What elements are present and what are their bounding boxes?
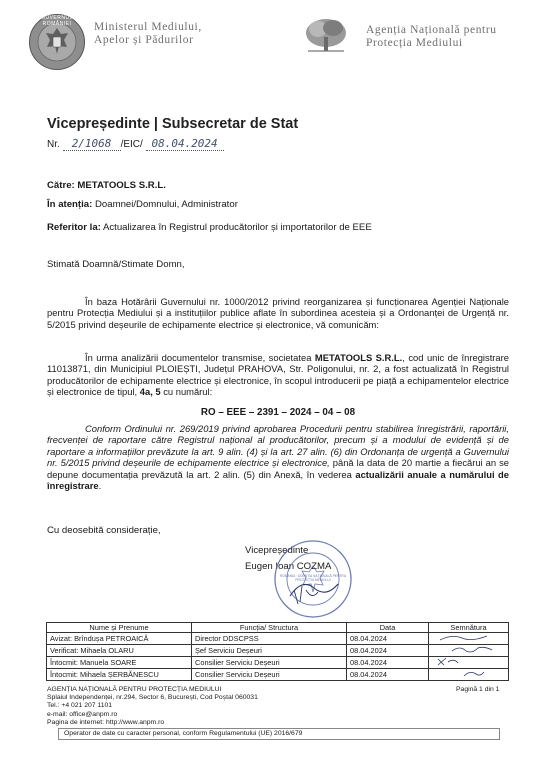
gdpr-notice: Operator de date cu caracter personal, conform Regulamentului (UE) 2016/679 (58, 728, 500, 740)
ministry-line2: Apelor și Pădurilor (94, 34, 194, 46)
paragraph-legal-basis (47, 296, 509, 330)
paragraph-1-text: În baza Hotărârii Guvernului nr. 1000/2012 privind reorganizarea și funcționarea Agenției Naționale pentru Protecția Mediului și a instituțiilor publice aflate în subordinea acesteia și a Ordonanței de Urgență nr. 5/2015 privind deșeurile de echipamente electrice și electronice, vă comunicăm: (47, 296, 509, 330)
official-stamp (272, 538, 354, 620)
col-date: Data (347, 623, 429, 633)
agency-name (366, 24, 497, 50)
p3-end: . (98, 480, 102, 492)
reference-line (47, 137, 224, 151)
row-name: Avizat: Brîndușa PETROAICĂ (47, 633, 192, 645)
col-signature: Semnătura (429, 623, 509, 633)
row-function: Șef Serviciu Deșeuri (192, 645, 347, 657)
reference-number: 2/1068 (63, 137, 121, 151)
recipient-attention (47, 199, 238, 210)
paragraph-registration (47, 352, 509, 398)
anpm-logo (298, 15, 354, 55)
salutation: Stimată Doamnă/Stimate Domn, (47, 259, 185, 270)
p3-italic-text: Conform Ordinului nr. 269/2019 privind aprobarea Procedurii pentru stabilirea înregistrării, raportării, frecvenței de raportare către Registrul național al producătorilor, precum și a modului de evidență și de raportare a informațiilor prevăzute la art. 9 alin. (4) și la art. 27 alin. (6) din Ordonanța de urgență a Guvernului nr. 5/2015 privind deșeurile de echipamente electrice și electronice, (47, 423, 509, 469)
agency-line2: Protecția Mediului (366, 37, 463, 49)
row-name: Verificat: Mihaela OLARU (47, 645, 192, 657)
row-function: Consilier Serviciu Deșeuri (192, 669, 347, 681)
approvals-table (46, 622, 509, 681)
row-function: Director DDSCPSS (192, 633, 347, 645)
row-date: 08.04.2024 (347, 633, 429, 645)
recipient-subject (47, 222, 372, 233)
col-name: Nume și Prenume (47, 623, 192, 633)
recipient-to (47, 180, 166, 191)
equipment-types: 4a, 5 (139, 386, 161, 398)
p2-text-c: cu numărul: (160, 386, 213, 398)
table-header-row (47, 623, 509, 633)
footer-web: Pagina de internet: http://www.anpm.ro (47, 718, 165, 726)
row-function: Consilier Serviciu Deșeuri (192, 657, 347, 669)
footer-address: Splaiul Independenței, nr.294, Sector 6, București, Cod Poștal 060031 (47, 694, 258, 702)
footer-agency: AGENȚIA NAȚIONALĂ PENTRU PROTECȚIA MEDIULUI (47, 686, 222, 693)
nr-label: Nr. (47, 139, 60, 150)
company-name: METATOOLS S.R.L. (314, 352, 403, 363)
footer-tel: Tel.: +4 021 207 1101 (47, 702, 113, 710)
table-row (47, 657, 509, 669)
p2-text-a: În urma analizării documentelor transmise, societatea (85, 352, 315, 363)
row-date: 08.04.2024 (347, 669, 429, 681)
atentia-label: În atenția: (47, 199, 93, 210)
p3-text: până la data de 20 martie a fiecărui an se depune documentația prevăzută la art. 2 alin. (5) din Anexă, în vederea (47, 457, 509, 480)
p3-bold-text: actualizării anuale a numărului de înregistrare (47, 468, 509, 492)
eic-label: /EIC/ (120, 139, 143, 150)
atentia-value: Doamnei/Domnului, Administrator (94, 199, 238, 210)
signatory-role: Vicepreședinte (245, 545, 309, 556)
col-function: Funcția/ Structura (192, 623, 347, 633)
registration-number: RO – EEE – 2391 – 2024 – 04 – 08 (200, 407, 356, 418)
ministry-name (94, 21, 202, 47)
stamp-text: ROMÂNIA · AGENȚIA NAȚIONALĂ PENTRU PROTECȚIA MEDIULUI (279, 574, 347, 582)
agency-line1: Agenția Națională pentru (366, 24, 497, 36)
paragraph-annual-update (47, 423, 509, 491)
row-signature (429, 669, 509, 681)
table-row (47, 669, 509, 681)
row-date: 08.04.2024 (347, 657, 429, 669)
referitor-value: Actualizarea în Registrul producătorilor și importatorilor de EEE (102, 222, 372, 233)
footer-contact (47, 686, 258, 727)
row-signature (429, 633, 509, 645)
p2-text-b: , cod unic de înregistrare 11013871, din Municipiul PLOIEȘTI, Județul PRAHOVA, Str. Poligonului, nr. 2, a fost actualizată în Registrul producătorilor de echipamente electrice și electronice, în scopul introducerii pe piață a echipamentelor electrice și electronice de tipul, (47, 352, 509, 398)
catre-label: Către: (47, 180, 75, 191)
closing: Cu deosebită considerație, (47, 525, 161, 536)
row-date: 08.04.2024 (347, 645, 429, 657)
row-name: Întocmit: Manuela SOARE (47, 657, 192, 669)
catre-value: METATOOLS S.R.L. (77, 180, 166, 191)
reference-date: 08.04.2024 (146, 137, 224, 151)
seal-text: GUVERNUL ROMÂNIEI (41, 15, 73, 27)
signatory-name: Eugen Ioan COZMA (245, 561, 332, 572)
ministry-line1: Ministerul Mediului, (94, 21, 202, 33)
document-title: Vicepreședinte | Subsecretar de Stat (47, 116, 299, 132)
row-name: Întocmit: Mihaela ȘERBĂNESCU (47, 669, 192, 681)
row-signature (429, 645, 509, 657)
table-row (47, 633, 509, 645)
row-signature (429, 657, 509, 669)
referitor-label: Referitor la: (47, 222, 101, 233)
ministry-seal (28, 13, 86, 71)
approvals-table-wrapper (46, 622, 509, 681)
table-row (47, 645, 509, 657)
footer-email: e-mail: office@anpm.ro (47, 710, 118, 718)
page-number: Pagină 1 din 1 (456, 686, 500, 693)
